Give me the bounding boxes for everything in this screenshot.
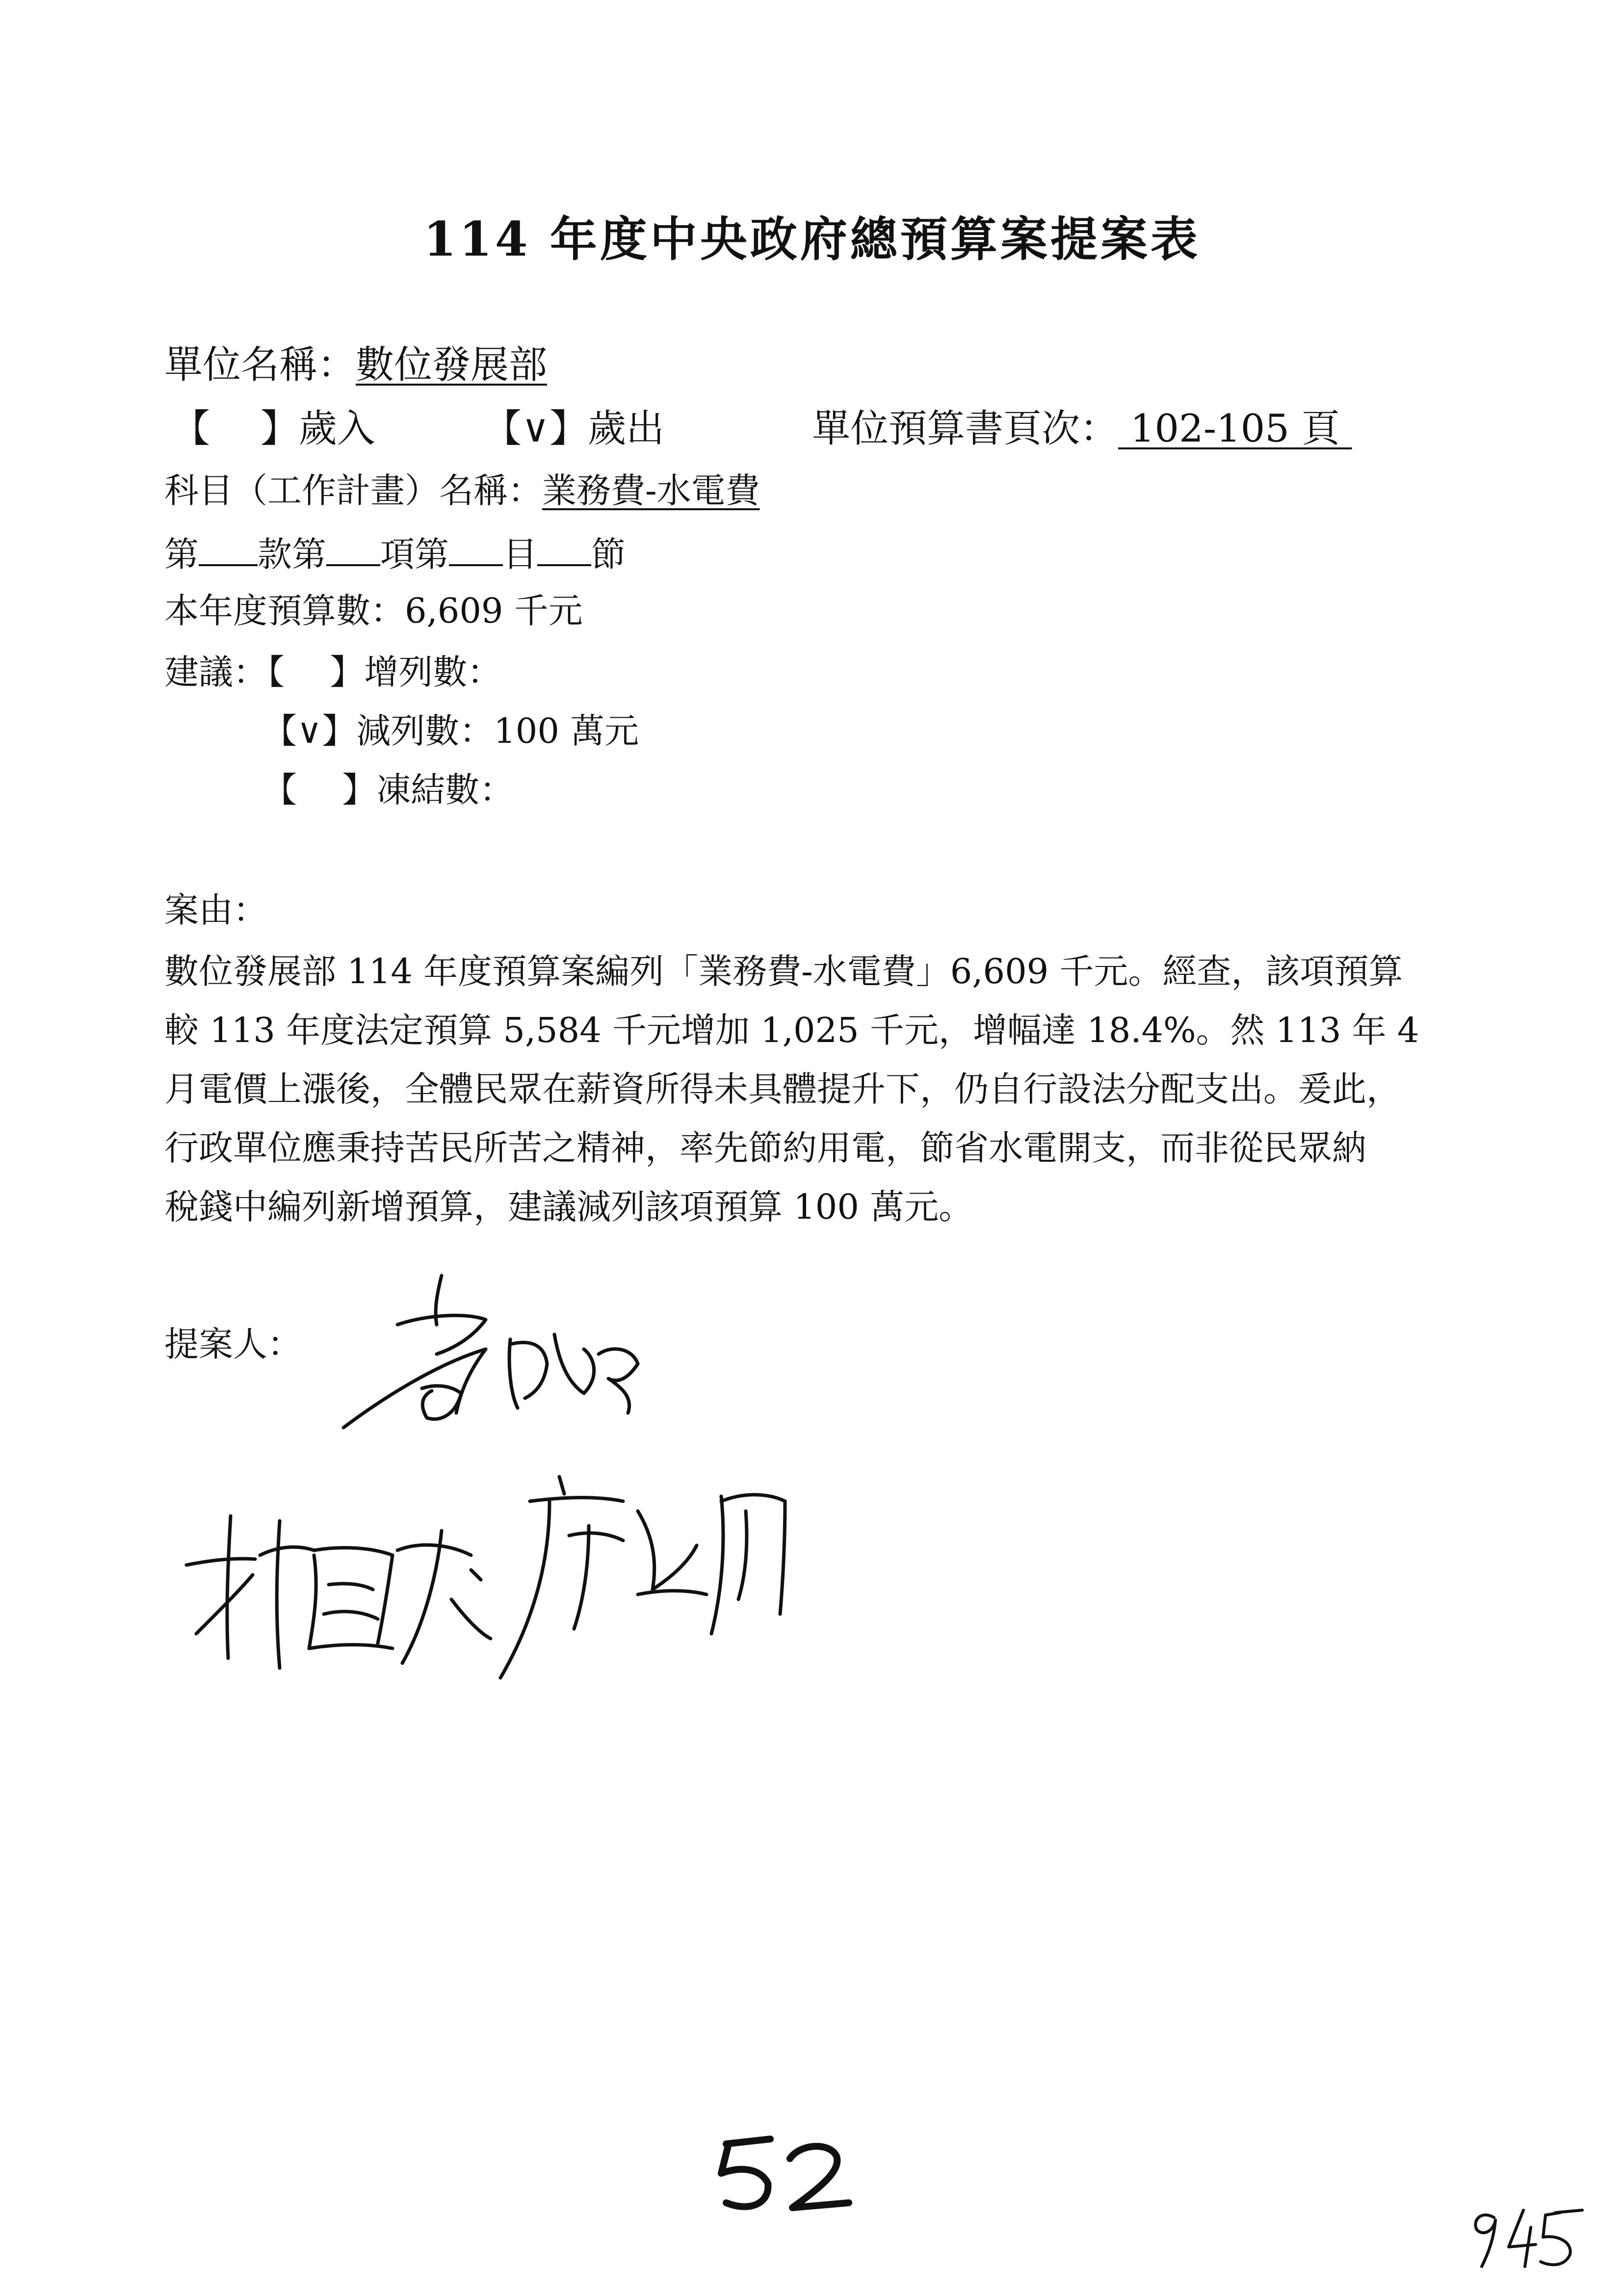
suggestion-decrease-row xyxy=(262,711,639,751)
signature-1 xyxy=(324,1266,667,1472)
corner-number xyxy=(1462,2198,1590,2271)
reason-line-5: 稅錢中編列新增預算，建議減列該項預算 100 萬元。 xyxy=(164,1187,973,1227)
section-k2: 款第 xyxy=(258,534,326,574)
reason-line-1: 數位發展部 114 年度預算案編列「業務費-水電費」6,609 千元。經查，該項預算 xyxy=(164,951,1403,991)
suggestion-freeze-row xyxy=(262,770,514,810)
signature-2 xyxy=(167,1472,510,1688)
budget-amount: 本年度預算數：6,609 千元 xyxy=(164,591,583,631)
document-title: 114 年度中央政府總預算案提案表 xyxy=(423,211,1201,267)
revenue-option xyxy=(172,407,375,451)
freeze-label: 凍結數： xyxy=(376,770,514,810)
unit-label: 單位名稱： xyxy=(164,343,356,387)
increase-checkbox: 【 】 xyxy=(267,652,365,692)
unit-row xyxy=(164,343,548,387)
section-k3: 項第 xyxy=(380,534,449,574)
expense-option xyxy=(483,407,665,451)
subject-value: 業務費-水電費 xyxy=(542,470,760,511)
freeze-checkbox: 【 】 xyxy=(262,770,377,810)
suggestion-label: 建議： xyxy=(164,652,267,692)
page-ref-value: 102-105 頁 xyxy=(1118,407,1352,451)
page-number xyxy=(707,2124,864,2222)
revenue-checkbox: 【 】 xyxy=(172,407,299,451)
page-ref xyxy=(812,407,1352,451)
expense-label: 歲出 xyxy=(588,407,665,451)
section-k1: 第 xyxy=(164,534,199,574)
increase-label: 增列數： xyxy=(364,652,502,692)
decrease-label: 減列數：100 萬元 xyxy=(356,711,639,751)
expense-checkbox: 【∨】 xyxy=(483,407,588,451)
section-blank-1 xyxy=(199,535,258,566)
page-ref-label: 單位預算書頁次： xyxy=(812,407,1119,451)
reason-line-2: 較 113 年度法定預算 5,584 千元增加 1,025 千元，增幅達 18.4%。然 113 年 4 xyxy=(164,1010,1419,1050)
subject-row xyxy=(164,470,760,511)
revenue-label: 歲入 xyxy=(298,407,375,451)
section-row xyxy=(164,535,626,572)
unit-value: 數位發展部 xyxy=(356,343,548,387)
signature-3 xyxy=(491,1447,834,1693)
reason-label: 案由： xyxy=(164,890,267,930)
suggestion-increase-row xyxy=(164,652,502,692)
section-blank-2 xyxy=(326,535,380,566)
subject-label: 科目（工作計畫）名稱： xyxy=(164,470,542,511)
section-blank-3 xyxy=(449,535,503,566)
decrease-checkbox: 【∨】 xyxy=(262,711,357,751)
section-blank-4 xyxy=(537,535,591,566)
section-k4: 目 xyxy=(503,534,537,574)
section-k5: 節 xyxy=(591,534,626,574)
reason-line-4: 行政單位應秉持苦民所苦之精神，率先節約用電，節省水電開支，而非從民眾納 xyxy=(164,1128,1366,1168)
proposer-label: 提案人： xyxy=(164,1324,302,1364)
reason-line-3: 月電價上漲後，全體民眾在薪資所得未具體提升下，仍自行設法分配支出。爰此， xyxy=(164,1069,1401,1109)
